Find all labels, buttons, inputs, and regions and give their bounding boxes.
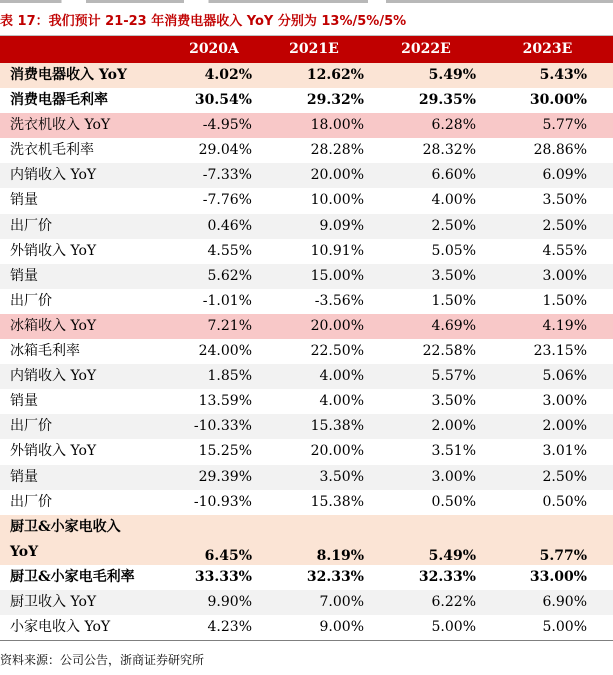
cell-2021e: 8.19% <box>316 547 364 564</box>
cell-2023e: 3.00% <box>542 267 587 284</box>
header-cell-2022e: 2022E <box>401 41 451 57</box>
cell-2022e: 5.00% <box>431 618 476 635</box>
table-row <box>0 590 613 615</box>
cell-2022e: 22.58% <box>422 343 476 360</box>
table-row <box>0 490 613 515</box>
cell-2022e: 4.69% <box>431 317 476 334</box>
cell-2023e: 3.01% <box>542 443 587 460</box>
cell-2020a: 0.46% <box>207 217 252 234</box>
row-label: 出厂价 <box>10 292 52 309</box>
cell-2023e: 3.50% <box>542 192 587 209</box>
cell-2023e: 2.50% <box>542 468 587 485</box>
cell-2023e: 6.90% <box>542 593 587 610</box>
cell-2020a: -10.33% <box>193 418 252 435</box>
row-label: 厨卫收入 YoY <box>10 593 97 610</box>
cell-2021e: 20.00% <box>310 167 364 184</box>
table-row <box>0 565 613 590</box>
table-row <box>0 239 613 264</box>
cell-2023e: 4.19% <box>542 317 587 334</box>
table-row <box>0 289 613 314</box>
cell-2022e: 2.00% <box>431 418 476 435</box>
cell-2021e: 20.00% <box>310 443 364 460</box>
cell-2022e: 5.05% <box>431 242 476 259</box>
row-label: 销量 <box>10 468 38 485</box>
cell-2022e: 5.57% <box>431 368 476 385</box>
cell-2022e: 3.51% <box>431 443 476 460</box>
cell-2022e: 5.49% <box>428 547 476 564</box>
cell-2021e: 22.50% <box>310 343 364 360</box>
cell-2021e: 15.38% <box>310 418 364 435</box>
row-label: 外销收入 YoY <box>10 443 97 460</box>
cell-2020a: 24.00% <box>198 343 252 360</box>
header-cell-2021e: 2021E <box>289 41 339 57</box>
row-label: 冰箱毛利率 <box>10 343 80 360</box>
cropped-previous-content <box>0 0 613 3</box>
cell-2022e: 3.50% <box>431 267 476 284</box>
cell-2023e: 33.00% <box>529 568 587 585</box>
cell-2021e: 18.00% <box>310 117 364 134</box>
row-label: 厨卫&小家电毛利率 <box>10 568 135 585</box>
cell-2023e: 6.09% <box>542 167 587 184</box>
source-note: 资料来源：公司公告，浙商证券研究所 <box>0 653 205 667</box>
cell-2023e: 4.55% <box>542 242 587 259</box>
cell-2022e: 32.33% <box>418 568 476 585</box>
cell-2021e: 3.50% <box>319 468 364 485</box>
cell-2020a: 15.25% <box>198 443 252 460</box>
table-row <box>0 138 613 163</box>
cell-2020a: 7.21% <box>207 317 252 334</box>
cell-2021e: 4.00% <box>319 393 364 410</box>
cell-2020a: -1.01% <box>202 292 252 309</box>
row-label: 销量 <box>10 267 38 284</box>
cell-2022e: 28.32% <box>422 142 476 159</box>
cell-2021e: 7.00% <box>319 593 364 610</box>
table-row <box>0 364 613 389</box>
cell-2023e: 5.77% <box>539 547 587 564</box>
cell-2022e: 4.00% <box>431 192 476 209</box>
cell-2023e: 0.50% <box>542 493 587 510</box>
cell-2023e: 5.77% <box>542 117 587 134</box>
cell-2020a: 6.45% <box>204 547 252 564</box>
cell-2023e: 3.00% <box>542 393 587 410</box>
row-label: 出厂价 <box>10 418 52 435</box>
cell-2022e: 1.50% <box>431 292 476 309</box>
table-row <box>0 264 613 289</box>
table-row <box>0 615 613 640</box>
cell-2022e: 2.50% <box>431 217 476 234</box>
cell-2022e: 3.50% <box>431 393 476 410</box>
cell-2023e: 23.15% <box>533 343 587 360</box>
row-label <box>0 515 170 565</box>
table-row <box>0 515 613 565</box>
cell-2022e: 5.49% <box>428 67 476 83</box>
table-row <box>0 439 613 464</box>
cell-2023e: 5.06% <box>542 368 587 385</box>
cell-2021e: 32.33% <box>306 568 364 585</box>
cell-2020a: 30.54% <box>194 92 252 109</box>
cell-2022e: 6.60% <box>431 167 476 184</box>
table-row <box>0 465 613 490</box>
header-cell-label <box>0 36 170 63</box>
row-label: 出厂价 <box>10 217 52 234</box>
cell-2020a: 13.59% <box>198 393 252 410</box>
cell-2023e: 2.00% <box>542 418 587 435</box>
cell-2021e: 12.62% <box>306 67 364 83</box>
cell-2020a: 4.02% <box>204 67 252 83</box>
table-row <box>0 414 613 439</box>
table-row <box>0 389 613 414</box>
cell-2021e: 20.00% <box>310 317 364 334</box>
cell-2021e: 15.38% <box>310 493 364 510</box>
cell-2021e: 9.09% <box>319 217 364 234</box>
row-label: 消费电器收入 YoY <box>10 67 127 83</box>
table-row <box>0 63 613 88</box>
forecast-table <box>0 35 613 641</box>
cell-2021e: 29.32% <box>306 92 364 109</box>
table-row <box>0 163 613 188</box>
cell-2021e: 28.28% <box>310 142 364 159</box>
cell-2020a: -4.95% <box>202 117 252 134</box>
row-label: 销量 <box>10 192 38 209</box>
cell-2022e: 3.00% <box>431 468 476 485</box>
cell-2023e: 28.86% <box>533 142 587 159</box>
cell-2022e: 0.50% <box>431 493 476 510</box>
cell-2022e: 29.35% <box>418 92 476 109</box>
cell-2023e: 1.50% <box>542 292 587 309</box>
header-cell-2023e: 2023E <box>522 41 573 57</box>
cell-2020a: -7.33% <box>202 167 252 184</box>
cell-2020a: 29.39% <box>198 468 252 485</box>
cell-2021e: -3.56% <box>314 292 364 309</box>
row-label: 洗衣机收入 YoY <box>10 117 111 134</box>
table-row <box>0 88 613 113</box>
row-label: 洗衣机毛利率 <box>10 142 94 159</box>
cell-2023e: 2.50% <box>542 217 587 234</box>
table-header-row <box>0 36 613 63</box>
row-label: 销量 <box>10 393 38 410</box>
cell-2021e: 10.00% <box>310 192 364 209</box>
cell-2022e: 6.28% <box>431 117 476 134</box>
row-label-line2: YoY <box>10 543 39 560</box>
row-label-line1: 厨卫&小家电收入 <box>10 518 121 535</box>
row-label: 内销收入 YoY <box>10 167 97 184</box>
cell-2020a: 29.04% <box>198 142 252 159</box>
row-label: 内销收入 YoY <box>10 368 97 385</box>
row-label: 消费电器毛利率 <box>10 92 108 109</box>
cell-2020a: -10.93% <box>193 493 252 510</box>
row-label: 小家电收入 YoY <box>10 618 111 635</box>
table-row <box>0 214 613 239</box>
cell-2021e: 15.00% <box>310 267 364 284</box>
cell-2020a: -7.76% <box>202 192 252 209</box>
cell-2023e: 30.00% <box>529 92 587 109</box>
cell-2020a: 9.90% <box>207 593 252 610</box>
cell-2020a: 4.23% <box>207 618 252 635</box>
row-label: 外销收入 YoY <box>10 242 97 259</box>
cell-2021e: 9.00% <box>319 618 364 635</box>
cell-2022e: 6.22% <box>431 593 476 610</box>
table-row <box>0 188 613 213</box>
cell-2020a: 4.55% <box>207 242 252 259</box>
table-row <box>0 113 613 138</box>
table-row <box>0 339 613 364</box>
row-label: 冰箱收入 YoY <box>10 317 97 334</box>
table-row <box>0 314 613 339</box>
cell-2023e: 5.43% <box>539 67 587 83</box>
cell-2021e: 10.91% <box>310 242 364 259</box>
cell-2021e: 4.00% <box>319 368 364 385</box>
cell-2023e: 5.00% <box>542 618 587 635</box>
cell-2020a: 1.85% <box>207 368 252 385</box>
header-cell-2020a: 2020A <box>189 41 239 57</box>
cell-2020a: 5.62% <box>207 267 252 284</box>
table-caption: 表 17：我们预计 21-23 年消费电器收入 YoY 分别为 13%/5%/5% <box>0 14 407 29</box>
cell-2020a: 33.33% <box>194 568 252 585</box>
row-label: 出厂价 <box>10 493 52 510</box>
